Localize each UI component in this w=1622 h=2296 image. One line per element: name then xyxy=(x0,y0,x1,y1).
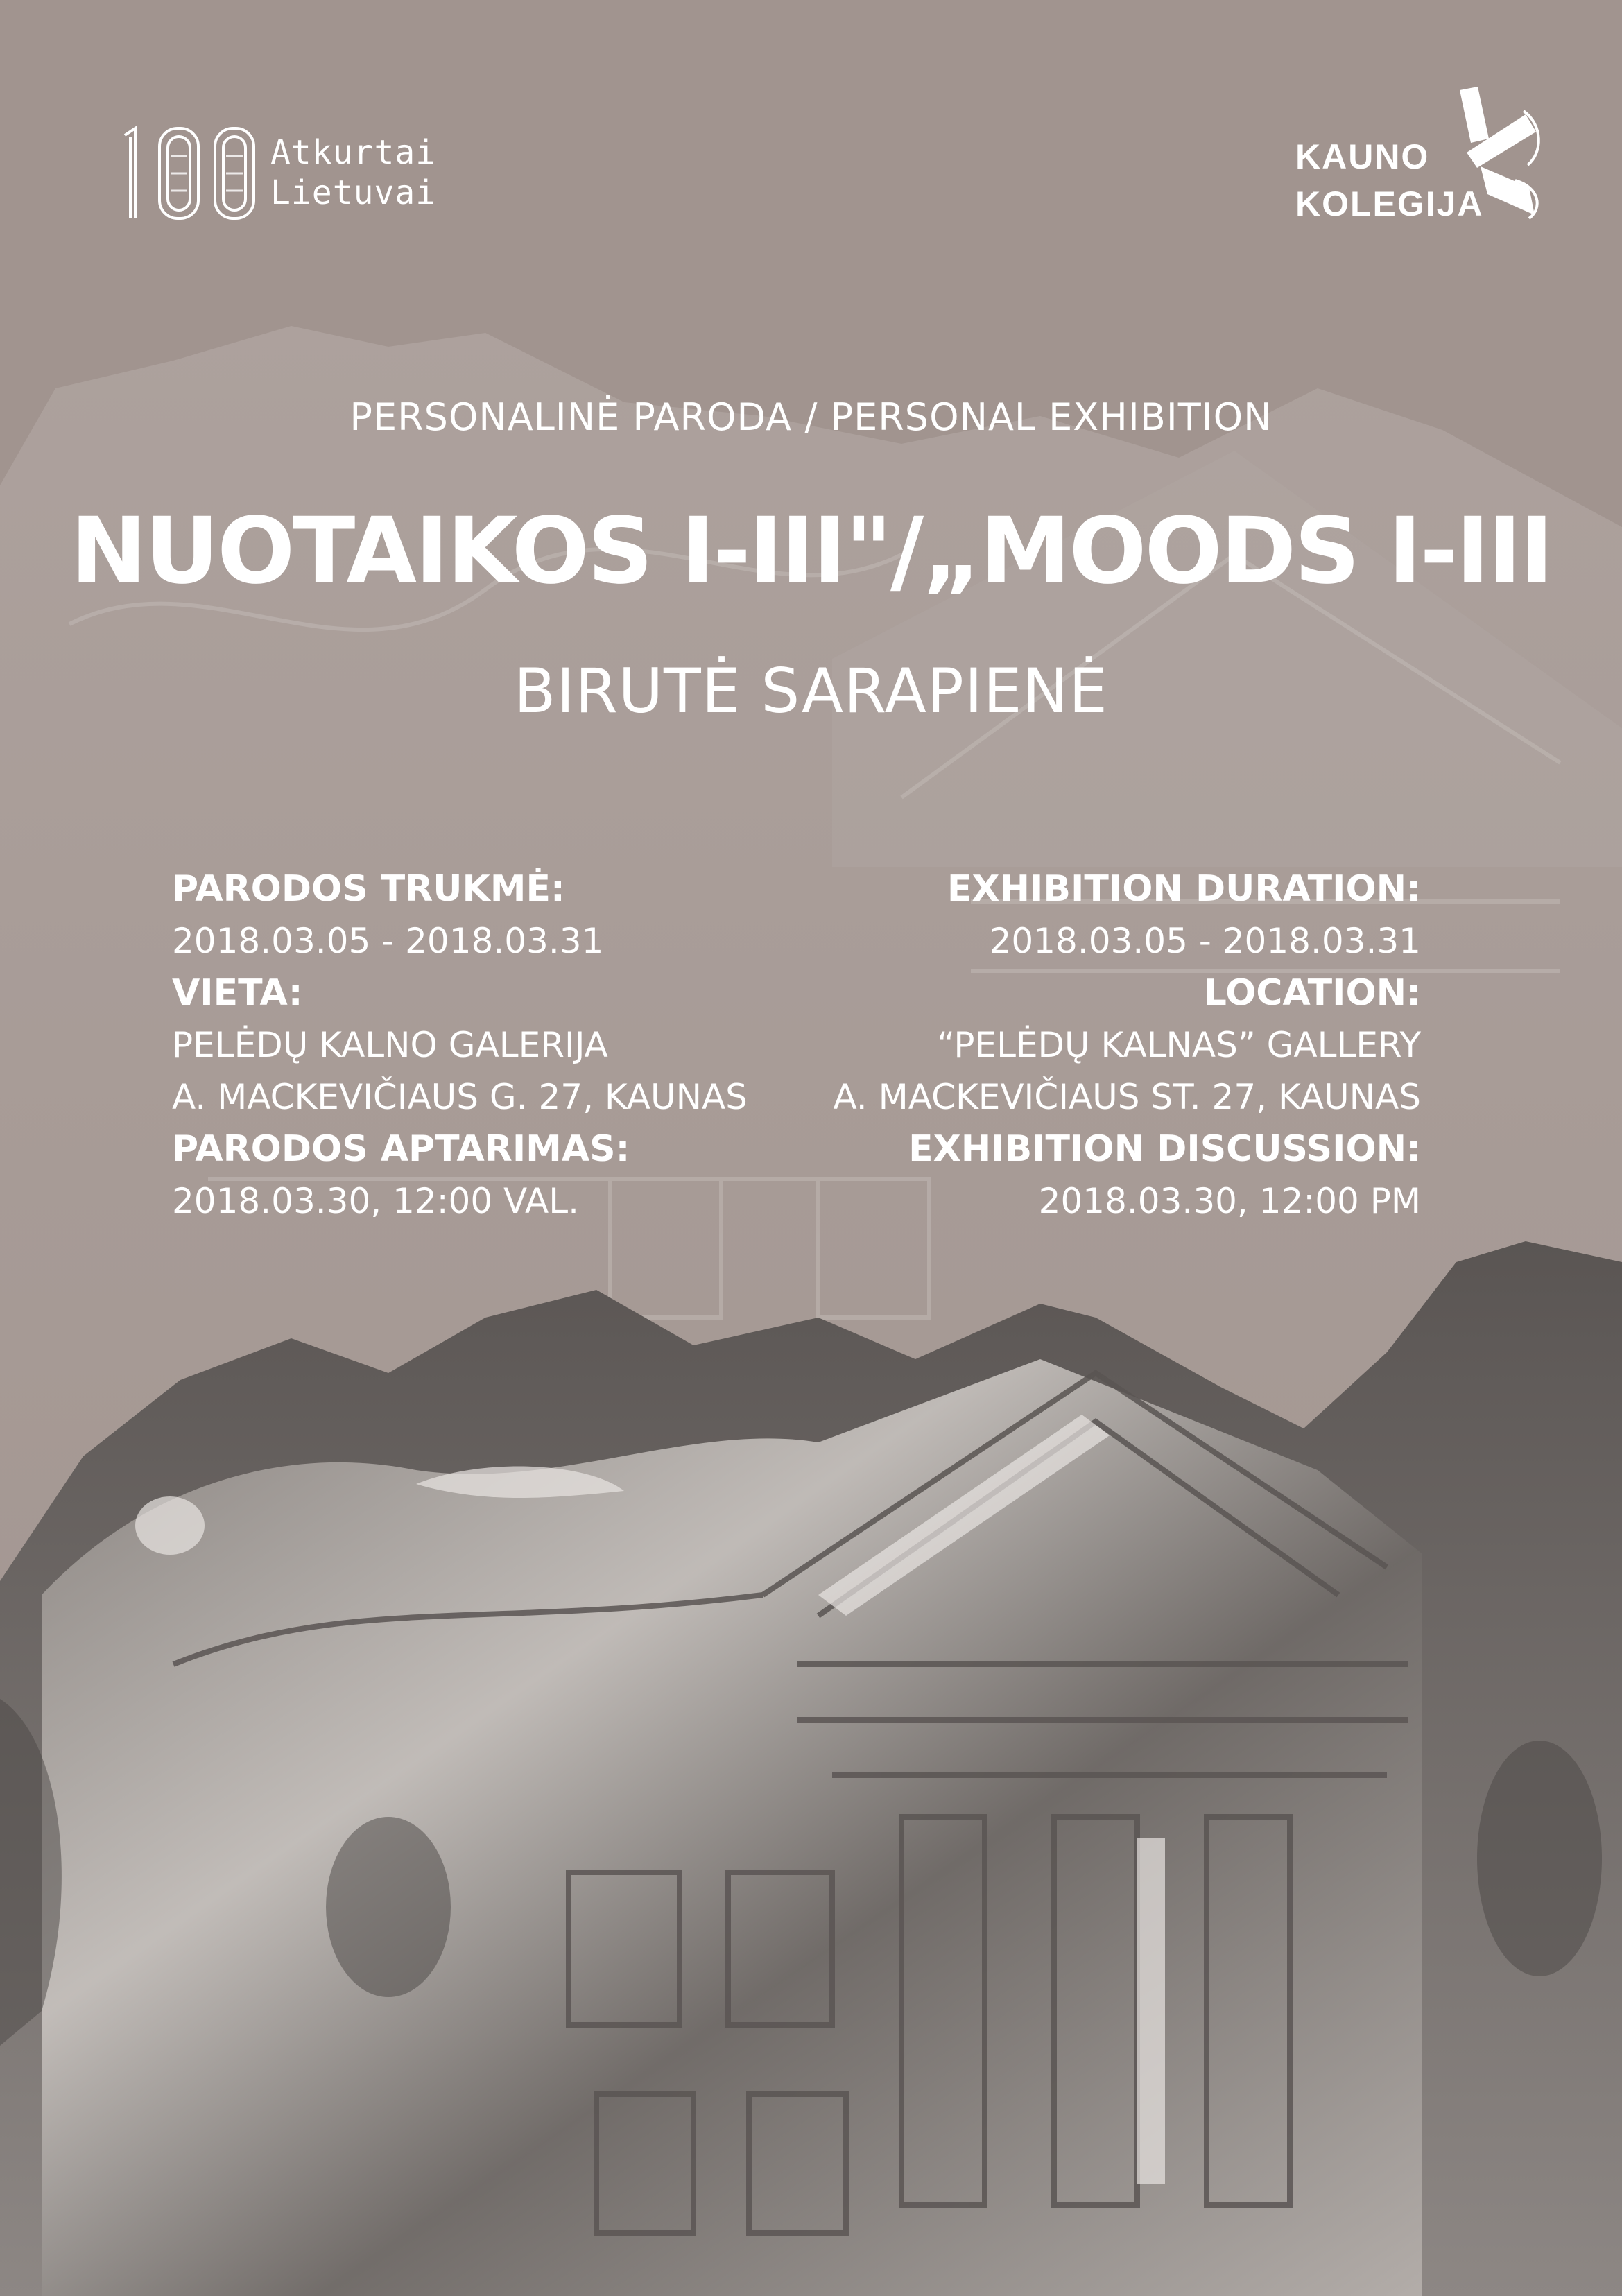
location-name-en: “PELĖDŲ KALNAS” GALLERY xyxy=(937,1025,1421,1065)
details-english xyxy=(833,863,1421,1227)
anniversary-line-2: Lietuvai xyxy=(270,173,437,212)
details-lithuanian xyxy=(172,863,748,1227)
number-100-graphic xyxy=(104,121,264,225)
discussion-label-en: EXHIBITION DISCUSSION: xyxy=(908,1128,1421,1170)
discussion-label-lt: PARODOS APTARIMAS: xyxy=(172,1128,630,1170)
location-address-en: A. MACKEVIČIAUS ST. 27, KAUNAS xyxy=(833,1077,1421,1117)
k-monogram-icon xyxy=(1446,83,1550,222)
duration-value-lt: 2018.03.05 - 2018.03.31 xyxy=(172,921,604,961)
college-name-line-1: KAUNO xyxy=(1295,137,1430,176)
discussion-value-lt: 2018.03.30, 12:00 VAL. xyxy=(172,1181,580,1221)
location-name-lt: PELĖDŲ KALNO GALERIJA xyxy=(172,1025,608,1065)
college-name-line-2: KOLEGIJA xyxy=(1295,184,1484,223)
discussion-value-en: 2018.03.30, 12:00 PM xyxy=(1038,1181,1421,1221)
duration-label-lt: PARODOS TRUKMĖ: xyxy=(172,868,565,910)
college-logo xyxy=(1290,83,1553,236)
duration-label-en: EXHIBITION DURATION: xyxy=(947,868,1421,910)
anniversary-logo xyxy=(104,121,437,225)
duration-value-en: 2018.03.05 - 2018.03.31 xyxy=(989,921,1421,961)
anniversary-line-1: Atkurtai xyxy=(270,133,437,172)
location-label-lt: VIETA: xyxy=(172,972,303,1014)
location-label-en: LOCATION: xyxy=(1203,972,1421,1014)
artist-name: BIRUTĖ SARAPIENĖ xyxy=(514,655,1108,727)
exhibition-subtitle: PERSONALINĖ PARODA / PERSONAL EXHIBITION xyxy=(350,395,1272,439)
location-address-lt: A. MACKEVIČIAUS G. 27, KAUNAS xyxy=(172,1077,748,1117)
exhibition-title: NUOTAIKOS I-III"/„MOODS I-III xyxy=(70,498,1552,605)
